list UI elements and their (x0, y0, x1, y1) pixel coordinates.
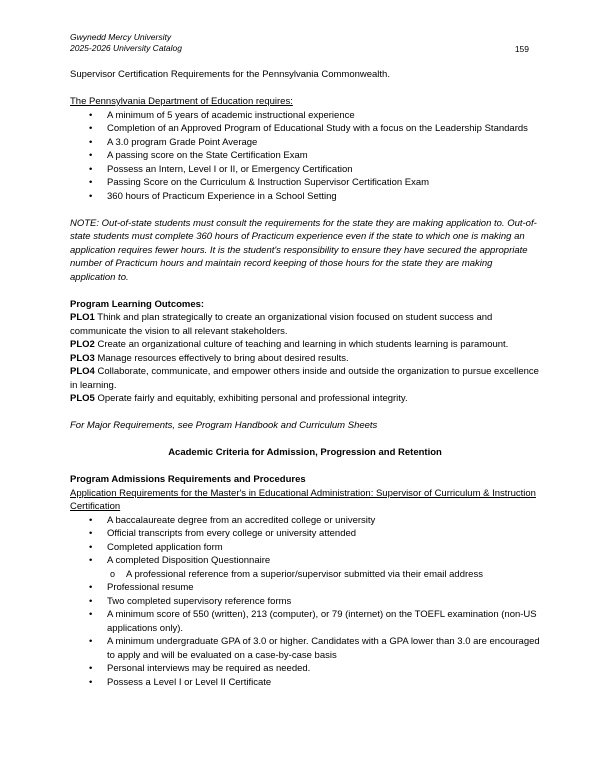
admissions-requirements-list-cont (70, 581, 540, 689)
plo-text: Think and plan strategically to create an organizational vision focused on student success and communicate the vision to all relevant stakeholders. (70, 312, 493, 337)
major-requirements-note: For Major Requirements, see Program Handbook and Curriculum Sheets (70, 420, 378, 431)
running-header (70, 32, 182, 54)
list-item: • A minimum of 5 years of academic instructional experience (70, 109, 540, 123)
header-catalog: 2025-2026 University Catalog (70, 43, 182, 53)
page-number: 159 (514, 44, 529, 54)
list-item: • A minimum score of 550 (written), 213 (computer), or 79 (internet) on the TOEFL examination (non-US applications only). (70, 608, 540, 635)
sub-list-item: o A professional reference from a superior/supervisor submitted via their email address (70, 568, 540, 582)
list-item: • Personal interviews may be required as needed. (70, 662, 540, 676)
plo-item (70, 365, 540, 392)
plo-code: PLO1 (70, 312, 95, 323)
list-item: • Completion of an Approved Program of Educational Study with a focus on the Leadership Standards (70, 122, 540, 136)
list-item: • Passing Score on the Curriculum & Instruction Supervisor Certification Exam (70, 176, 540, 190)
list-item: • A completed Disposition Questionnaire (70, 554, 540, 568)
list-item: • Possess an Intern, Level I or II, or Emergency Certification (70, 163, 540, 177)
plo-item (70, 338, 540, 352)
admissions-requirements-list (70, 514, 540, 568)
pde-requirements-list (70, 109, 540, 204)
list-item: • Professional resume (70, 581, 540, 595)
plo-text: Collaborate, communicate, and empower others inside and outside the organization to pursue excellence in learning. (70, 366, 539, 391)
plo-text: Manage resources effectively to bring about desired results. (94, 352, 349, 364)
admissions-heading: Program Admissions Requirements and Procedures (70, 474, 306, 485)
sub-list (70, 568, 540, 582)
list-item: • A 3.0 program Grade Point Average (70, 136, 540, 150)
list-item: • A passing score on the State Certification Exam (70, 149, 540, 163)
list-item: • Two completed supervisory reference forms (70, 595, 540, 609)
list-item: • A minimum undergraduate GPA of 3.0 or higher. Candidates with a GPA lower than 3.0 are encouraged to apply and will be evaluated on a case-by-case basis (70, 635, 540, 662)
page-content (70, 68, 540, 689)
plo-text: Create an organizational culture of teaching and learning in which students learning is paramount. (94, 339, 509, 350)
admissions-subheading: Application Requirements for the Master's in Educational Administration: Supervisor of Curriculum & Instruction Certification (70, 487, 536, 512)
pde-heading: The Pennsylvania Department of Education requires: (70, 96, 293, 107)
list-item: • A baccalaureate degree from an accredited college or university (70, 514, 540, 528)
criteria-heading: Academic Criteria for Admission, Progression and Retention (168, 447, 442, 458)
list-item: • Official transcripts from every college or university attended (70, 527, 540, 541)
plo-code: PLO4 (70, 366, 95, 377)
plo-text: Operate fairly and equitably, exhibiting personal and professional integrity. (94, 393, 408, 404)
plo-code: PLO5 (70, 393, 95, 404)
list-item: • Completed application form (70, 541, 540, 555)
plo-item (70, 392, 540, 406)
list-item: • 360 hours of Practicum Experience in a School Setting (70, 190, 540, 204)
intro-text: Supervisor Certification Requirements for the Pennsylvania Commonwealth. (70, 69, 390, 80)
plo-item (70, 311, 540, 338)
plo-heading: Program Learning Outcomes: (70, 298, 205, 310)
plo-item (70, 352, 540, 366)
header-university: Gwynedd Mercy University (70, 32, 172, 42)
out-of-state-note: NOTE: Out-of-state students must consult the requirements for the state they are making application to. Out-of-state students must complete 360 hours of Practicum experience even if the state to which one is making an application requires fewer hours. It is the student's responsibility to ensure they have secured the appropriate number of Practicum hours and maintain record keeping of those hours for the state they are making application to. (70, 217, 537, 283)
plo-code: PLO2 (70, 339, 95, 350)
plo-code: PLO3 (70, 352, 95, 364)
list-item: • Possess a Level I or Level II Certificate (70, 676, 540, 690)
